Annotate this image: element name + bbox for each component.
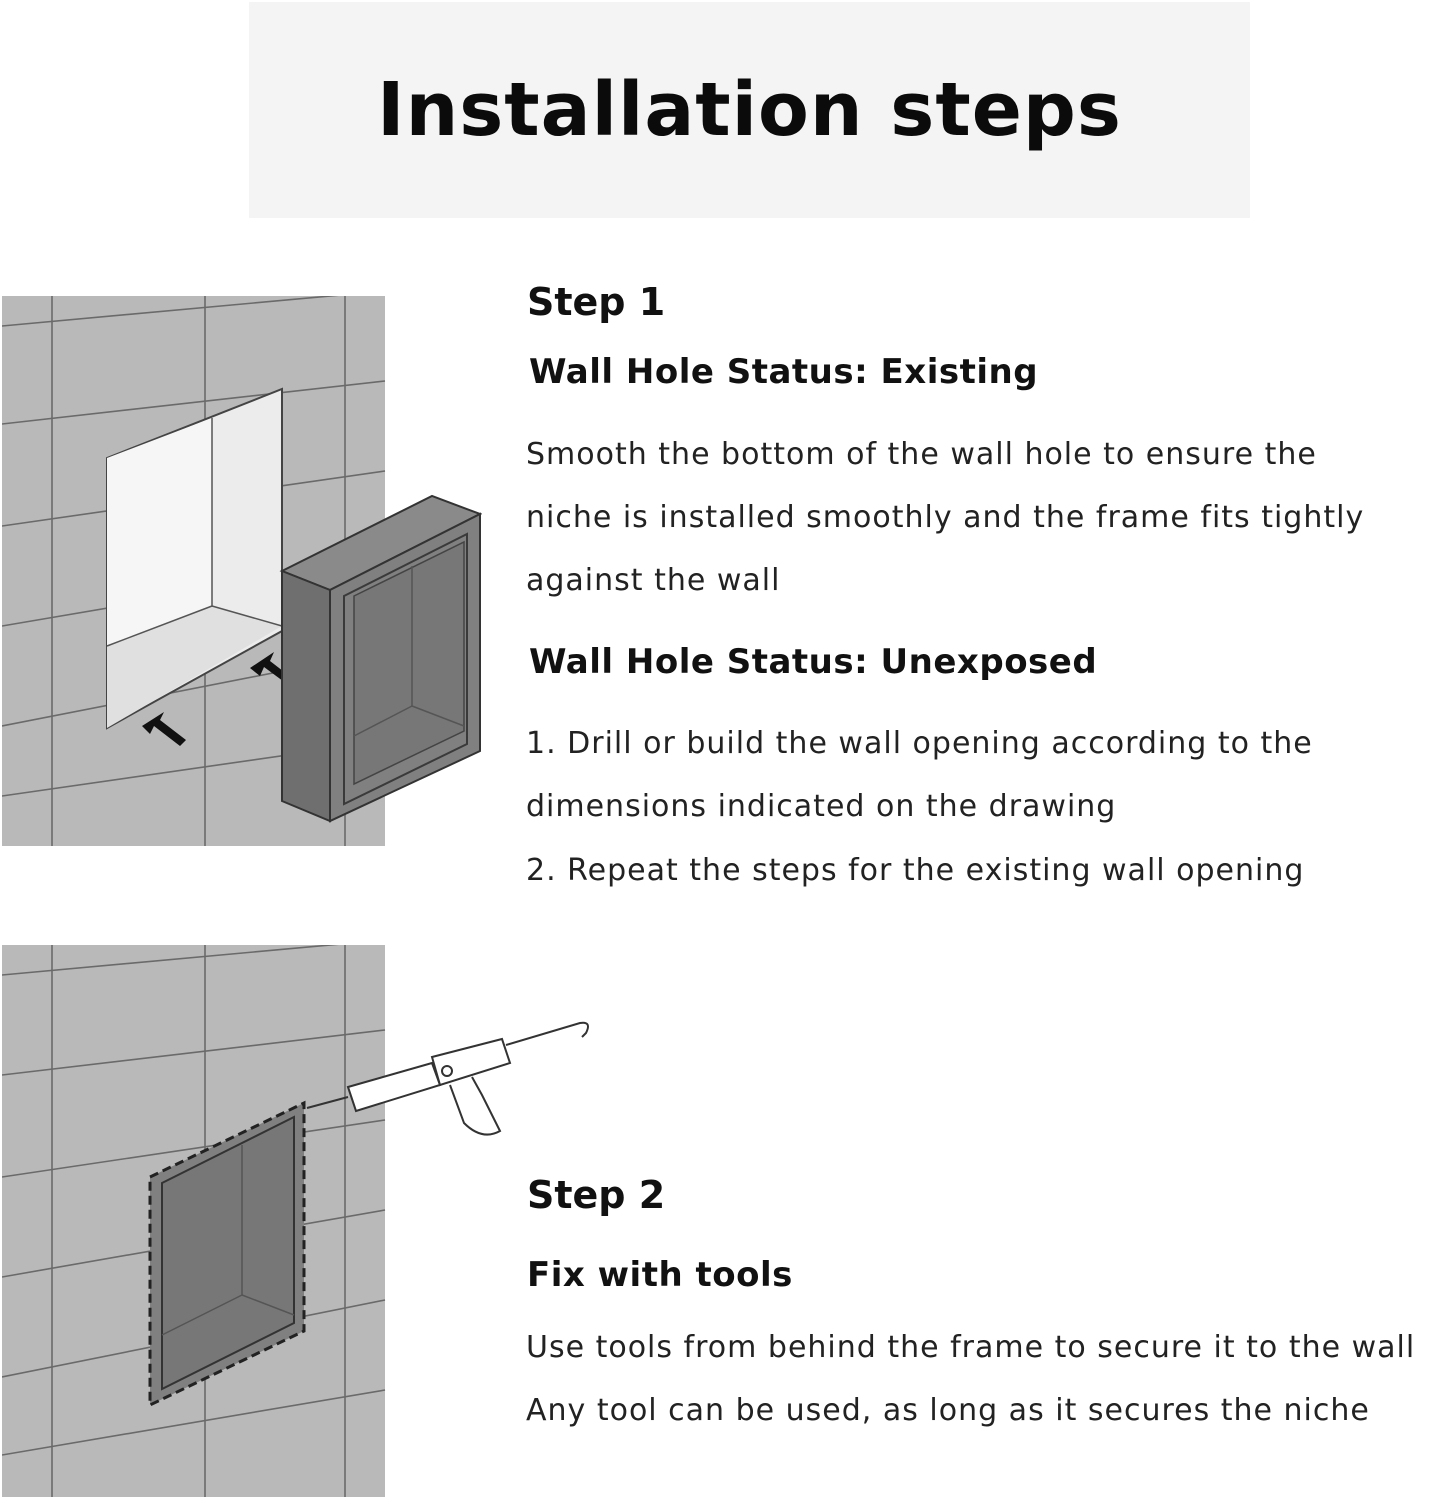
step1-existing-label: Wall Hole Status: Existing — [529, 352, 1039, 392]
step2-line-2: Any tool can be used, as long as it secures the niche — [526, 1393, 1370, 1428]
step1-heading: Step 1 — [527, 280, 666, 324]
step1-unexposed-label: Wall Hole Status: Unexposed — [529, 642, 1098, 682]
step2-label: Fix with tools — [527, 1255, 793, 1295]
page-title: Installation steps — [377, 67, 1122, 153]
step1-unexposed-line-1: 1. Drill or build the wall opening according to the — [526, 726, 1313, 761]
title-banner — [249, 2, 1250, 218]
step1-unexposed-line-2: dimensions indicated on the drawing — [526, 789, 1117, 824]
step1-illustration — [2, 296, 482, 848]
step2-line-1: Use tools from behind the frame to secure it to the wall — [526, 1330, 1416, 1365]
step1-existing-line-2: niche is installed smoothly and the frame fits tightly — [526, 500, 1365, 535]
step2-heading: Step 2 — [527, 1173, 666, 1217]
step1-unexposed-line-3: 2. Repeat the steps for the existing wall opening — [526, 853, 1305, 888]
step2-illustration — [2, 945, 602, 1497]
step1-existing-line-1: Smooth the bottom of the wall hole to ensure the — [526, 437, 1317, 472]
step1-existing-line-3: against the wall — [526, 563, 781, 598]
